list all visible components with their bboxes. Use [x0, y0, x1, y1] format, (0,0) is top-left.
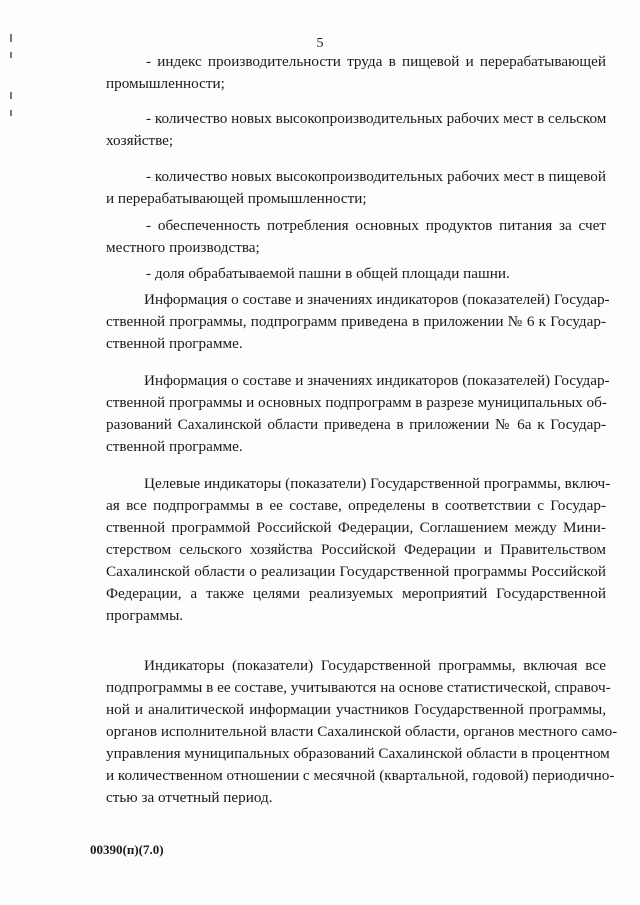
paragraph-line: Целевые индикаторы (показатели) Государственной программы, включ-: [144, 475, 611, 492]
paragraph: [106, 473, 611, 627]
paragraph-line: - количество новых высокопроизводительных рабочих мест в пищевой: [146, 168, 606, 185]
paragraph-line: органов исполнительной власти Сахалинской области, органов местного само-: [106, 723, 618, 740]
paragraph-line: программы.: [106, 607, 184, 624]
paragraph-line: Сахалинской области о реализации Государственной программы Российской: [106, 563, 606, 580]
document-code: 00390(п)(7.0): [90, 842, 164, 857]
paragraph-line: стью за отчетный период.: [106, 789, 273, 806]
paragraph: [106, 289, 610, 355]
paragraph: [106, 108, 606, 152]
paragraph-line: ственной программой Российской Федерации, Соглашением между Мини-: [106, 519, 606, 536]
paragraph: [106, 215, 606, 259]
paragraph-line: ственной программе.: [106, 438, 243, 455]
paragraph-line: Индикаторы (показатели) Государственной программы, включая все: [144, 657, 606, 674]
paragraph-line: - количество новых высокопроизводительных рабочих мест в сельском: [146, 110, 607, 127]
paragraph-line: - индекс производительности труда в пищевой и перерабатывающей: [146, 53, 606, 70]
paragraph-line: Информация о составе и значениях индикаторов (показателей) Государ-: [144, 291, 610, 308]
paragraph-line: ая все подпрограммы в ее составе, определены в соответствии с Государ-: [106, 497, 606, 514]
paragraph-line: хозяйстве;: [106, 132, 174, 149]
paragraph-line: Федерации, а также целями реализуемых мероприятий Государственной: [106, 585, 606, 602]
page-number: 5: [316, 36, 324, 51]
paragraph-line: Информация о составе и значениях индикаторов (показателей) Государ-: [144, 372, 610, 389]
paragraph: [106, 51, 606, 95]
paragraph: [106, 263, 606, 285]
paragraph-line: местного производства;: [106, 239, 260, 256]
paragraph-line: ственной программы и основных подпрограмм в разрезе муниципальных об-: [106, 394, 607, 411]
paragraph-line: подпрограммы в ее составе, учитываются на основе статистической, справоч-: [106, 679, 611, 696]
paragraph-line: промышленности;: [106, 75, 225, 92]
paragraph-line: ственной программе.: [106, 335, 243, 352]
paragraph-line: ственной программы, подпрограмм приведена в приложении № 6 к Государ-: [106, 313, 606, 330]
paragraph-line: - доля обрабатываемой пашни в общей площади пашни.: [146, 265, 510, 282]
paragraph-line: управления муниципальных образований Сахалинской области в процентном: [106, 745, 610, 762]
paragraph-line: ной и аналитической информации участников Государственной программы,: [106, 701, 606, 718]
paragraph: [106, 655, 618, 809]
paragraph: [106, 166, 606, 210]
paragraph: [106, 370, 610, 458]
paragraph-line: стерством сельского хозяйства Российской Федерации и Правительством: [106, 541, 606, 558]
paragraph-line: и количественном отношении с месячной (квартальной, годовой) периодично-: [106, 767, 615, 784]
paragraph-line: - обеспеченность потребления основных продуктов питания за счет: [146, 217, 606, 234]
paragraph-line: и перерабатывающей промышленности;: [106, 190, 367, 207]
paragraph-line: разований Сахалинской области приведена в приложении № 6а к Государ-: [106, 416, 606, 433]
